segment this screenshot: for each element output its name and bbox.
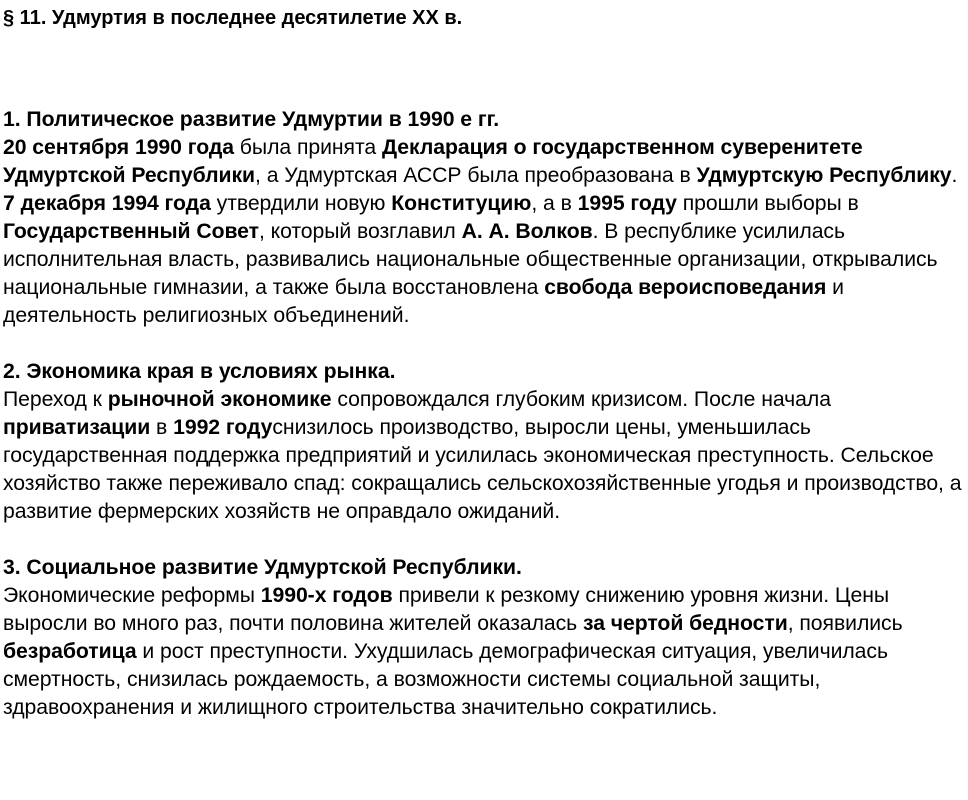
bold-text: свобода вероисповедания bbox=[544, 276, 827, 299]
text: . В республике усилилась исполнительная власть, развивались национальные общественные организации, открывались национальные гимназии, а также была восстановлена bbox=[3, 220, 938, 299]
bold-text: 1990-х годов bbox=[260, 584, 393, 607]
bold-text: Декларация о государственном суверенитете Удмуртской Республики bbox=[3, 136, 863, 187]
bold-text: 20 сентября 1990 года bbox=[3, 136, 234, 159]
text: , появились bbox=[787, 612, 903, 635]
text: в bbox=[150, 416, 174, 439]
bold-text: 1995 году bbox=[577, 192, 677, 215]
text: , а Удмуртская АССР была преобразована в bbox=[255, 164, 697, 187]
section-social-development bbox=[3, 554, 965, 722]
text: утвердили новую bbox=[210, 192, 392, 215]
bold-text: за чертой бедности bbox=[583, 612, 788, 635]
text: сопровождался глубоким кризисом. После начала bbox=[331, 388, 831, 411]
section-heading: 3. Социальное развитие Удмуртской Республики. bbox=[3, 556, 522, 579]
text: Переход к bbox=[3, 388, 108, 411]
text: . bbox=[951, 164, 958, 187]
bold-text: приватизации bbox=[3, 416, 151, 439]
section-political-development bbox=[3, 106, 965, 330]
text: и рост преступности. Ухудшилась демографическая ситуация, увеличилась смертность, снизилась рождаемость, а возможности системы социальной защиты, здравоохранения и жилищного строительства значительно сократились. bbox=[3, 640, 888, 719]
section-paragraph bbox=[3, 134, 965, 330]
section-paragraph bbox=[3, 582, 965, 722]
text: , который возглавил bbox=[258, 220, 462, 243]
document-page bbox=[3, 0, 965, 722]
bold-text: 7 декабря 1994 года bbox=[3, 192, 211, 215]
section-heading: 2. Экономика края в условиях рынка. bbox=[3, 360, 396, 383]
text: прошли выборы в bbox=[676, 192, 859, 215]
text: снизилось производство, выросли цены, уменьшилась государственная поддержка предприятий и усилилась экономическая преступность. Сельское хозяйство также переживало спад: сокращались сельскохозяйственные угодья и производство, а развитие фермерских хозяйств не оправдало ожиданий. bbox=[3, 416, 962, 523]
bold-text: безработица bbox=[3, 640, 137, 663]
text: Экономические реформы bbox=[3, 584, 261, 607]
bold-text: рыночной экономике bbox=[107, 388, 332, 411]
text: , а в bbox=[531, 192, 578, 215]
bold-text: 1992 году bbox=[173, 416, 273, 439]
page-title: § 11. Удмуртия в последнее десятилетие XX в. bbox=[3, 7, 463, 29]
bold-text: Государственный Совет bbox=[3, 220, 259, 243]
bold-text: Удмуртскую Республику bbox=[696, 164, 952, 187]
text: и деятельность религиозных объединений. bbox=[3, 276, 844, 327]
section-paragraph bbox=[3, 386, 965, 526]
text: была принята bbox=[233, 136, 382, 159]
section-heading: 1. Политическое развитие Удмуртии в 1990 е гг. bbox=[3, 108, 500, 131]
bold-text: Конституцию bbox=[391, 192, 532, 215]
bold-text: А. А. Волков bbox=[461, 220, 593, 243]
section-economy bbox=[3, 358, 965, 526]
text: привели к резкому снижению уровня жизни. Цены выросли во много раз, почти половина жителей оказалась bbox=[3, 584, 890, 635]
